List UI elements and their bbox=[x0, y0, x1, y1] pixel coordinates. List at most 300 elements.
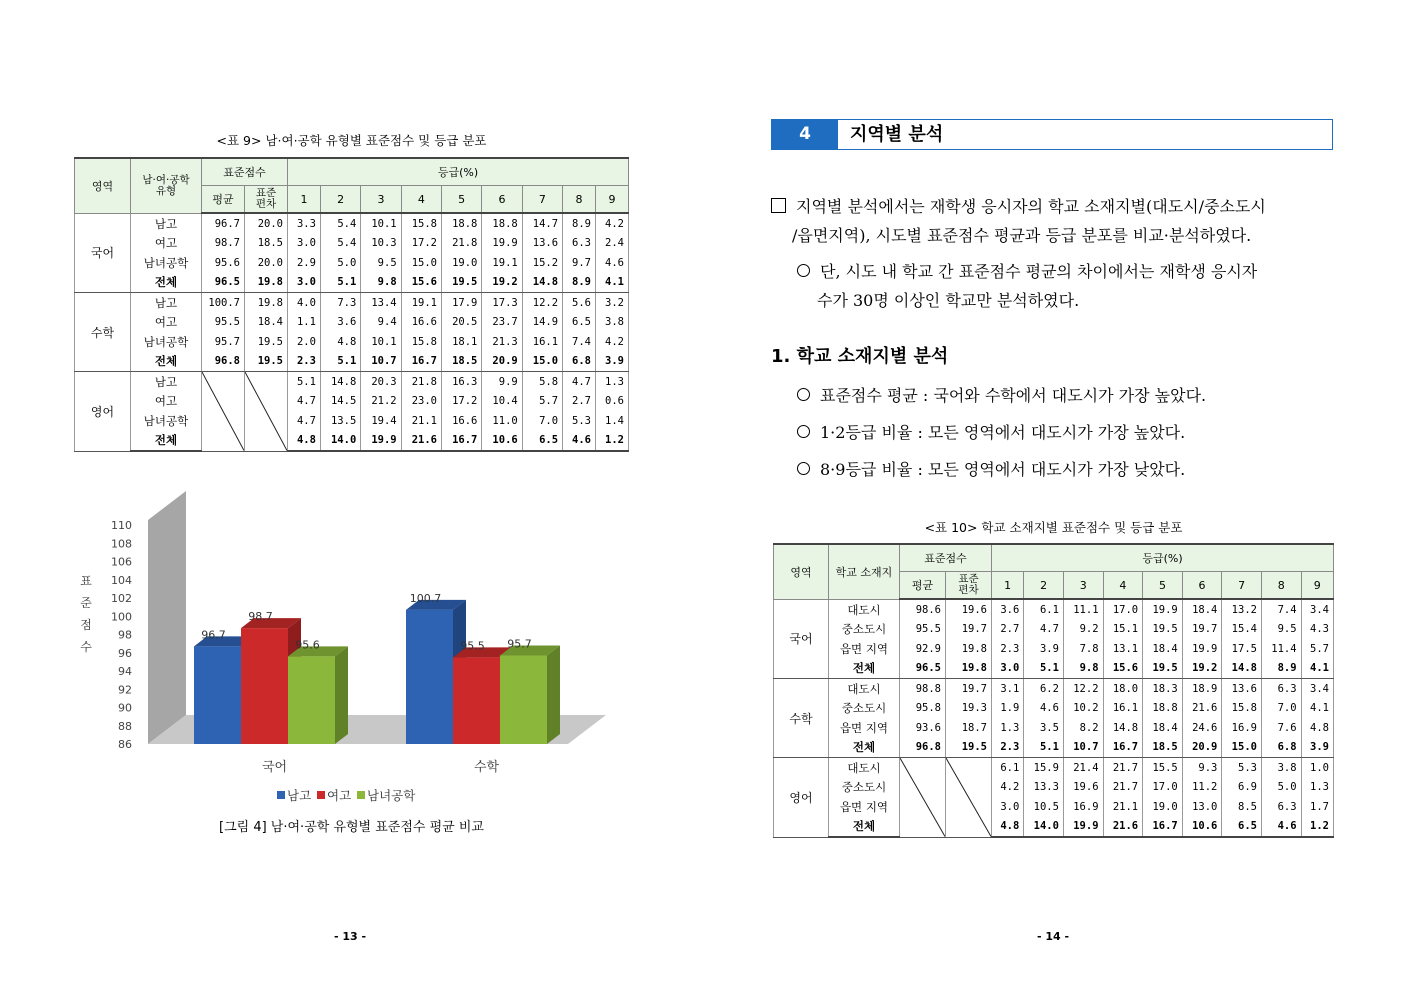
mean-cell: 100.7 bbox=[202, 293, 245, 313]
row-label: 전체 bbox=[829, 659, 900, 679]
y-tick-label: 86 bbox=[118, 738, 132, 751]
grade-cell: 15.1 bbox=[1103, 620, 1143, 640]
table9 bbox=[74, 157, 629, 452]
grade-cell: 16.9 bbox=[1063, 797, 1103, 817]
grade-cell: 19.2 bbox=[482, 273, 522, 293]
grade-cell: 9.5 bbox=[361, 253, 401, 273]
header-grade-2: 2 bbox=[1024, 572, 1064, 600]
y-tick-label: 96 bbox=[118, 646, 132, 660]
header-grade-2: 2 bbox=[320, 186, 360, 214]
grade-cell: 1.3 bbox=[596, 372, 629, 392]
grade-cell: 1.4 bbox=[596, 411, 629, 431]
grade-cell: 16.7 bbox=[401, 352, 441, 372]
grade-cell: 17.0 bbox=[1143, 778, 1183, 798]
table-row bbox=[774, 738, 1334, 758]
grade-cell: 8.9 bbox=[1261, 659, 1301, 679]
row-label: 남녀공학 bbox=[131, 253, 202, 273]
grade-cell: 9.2 bbox=[1063, 620, 1103, 640]
empty-diagonal-cell bbox=[245, 372, 288, 452]
grade-cell: 14.0 bbox=[320, 431, 360, 452]
grade-cell: 8.9 bbox=[563, 273, 596, 293]
grade-cell: 1.1 bbox=[288, 313, 321, 333]
grade-cell: 13.5 bbox=[320, 411, 360, 431]
header-mean: 평균 bbox=[900, 572, 946, 600]
table-row bbox=[774, 659, 1334, 679]
grade-cell: 3.0 bbox=[992, 797, 1024, 817]
grade-cell: 18.8 bbox=[442, 213, 482, 234]
header-mean: 평균 bbox=[202, 186, 245, 214]
area-cell: 수학 bbox=[774, 679, 829, 758]
grade-cell: 13.6 bbox=[1222, 679, 1262, 699]
grade-cell: 1.3 bbox=[992, 718, 1024, 738]
header-grade-9: 9 bbox=[1301, 572, 1333, 600]
legend-label: 여고 bbox=[327, 788, 352, 803]
grade-cell: 8.5 bbox=[1222, 797, 1262, 817]
grade-cell: 13.1 bbox=[1103, 639, 1143, 659]
x-tick-label: 수학 bbox=[473, 760, 500, 775]
mean-cell: 93.6 bbox=[900, 718, 946, 738]
row-label: 전체 bbox=[829, 817, 900, 838]
grade-cell: 15.2 bbox=[522, 253, 562, 273]
grade-cell: 14.8 bbox=[1222, 659, 1262, 679]
grade-cell: 15.5 bbox=[1143, 758, 1183, 778]
mean-cell: 95.7 bbox=[202, 332, 245, 352]
table-row bbox=[75, 411, 629, 431]
grade-cell: 5.1 bbox=[320, 352, 360, 372]
grade-cell: 6.5 bbox=[563, 313, 596, 333]
grade-cell: 5.4 bbox=[320, 234, 360, 254]
header-std-score: 표준점수 bbox=[900, 544, 992, 572]
legend-label: 남녀공학 bbox=[367, 788, 416, 803]
sd-cell: 19.3 bbox=[946, 699, 992, 719]
grade-cell: 3.9 bbox=[1301, 738, 1333, 758]
table-row bbox=[75, 332, 629, 352]
grade-cell: 16.3 bbox=[442, 372, 482, 392]
grade-cell: 1.0 bbox=[1301, 758, 1333, 778]
grade-cell: 1.7 bbox=[1301, 797, 1333, 817]
row-label: 남고 bbox=[131, 372, 202, 392]
grade-cell: 13.6 bbox=[522, 234, 562, 254]
header-grade-4: 4 bbox=[1103, 572, 1143, 600]
grade-cell: 4.2 bbox=[596, 213, 629, 234]
y-tick-label: 88 bbox=[118, 719, 132, 733]
row-label: 읍면 지역 bbox=[829, 639, 900, 659]
y-tick-label: 94 bbox=[118, 665, 132, 678]
grade-cell: 19.9 bbox=[1063, 817, 1103, 838]
grade-cell: 19.5 bbox=[1143, 620, 1183, 640]
grade-cell: 5.3 bbox=[1222, 758, 1262, 778]
header-grade-3: 3 bbox=[361, 186, 401, 214]
header-grade-7: 7 bbox=[1222, 572, 1262, 600]
grade-cell: 3.2 bbox=[596, 293, 629, 313]
grade-cell: 21.7 bbox=[1103, 778, 1143, 798]
header-grade: 등급(%) bbox=[288, 158, 629, 186]
page-number-left: - 13 - bbox=[333, 930, 367, 943]
row-label: 중소도시 bbox=[829, 620, 900, 640]
mean-cell: 96.5 bbox=[900, 659, 946, 679]
grade-cell: 6.2 bbox=[1024, 679, 1064, 699]
grade-cell: 5.1 bbox=[320, 273, 360, 293]
grade-cell: 9.3 bbox=[1182, 758, 1222, 778]
grade-cell: 6.5 bbox=[1222, 817, 1262, 838]
section-title: 지역별 분석 bbox=[850, 124, 944, 145]
grade-cell: 17.0 bbox=[1103, 599, 1143, 620]
grade-cell: 3.5 bbox=[1024, 718, 1064, 738]
y-tick-label: 110 bbox=[111, 519, 132, 532]
bar-side bbox=[547, 645, 560, 744]
data-label: 95.5 bbox=[460, 639, 485, 653]
grade-cell: 18.5 bbox=[1143, 738, 1183, 758]
table-row bbox=[75, 253, 629, 273]
grade-cell: 21.8 bbox=[442, 234, 482, 254]
grade-cell: 17.2 bbox=[442, 392, 482, 412]
mean-cell: 95.5 bbox=[202, 313, 245, 333]
grade-cell: 16.6 bbox=[442, 411, 482, 431]
grade-cell: 4.6 bbox=[563, 431, 596, 452]
header-grade: 등급(%) bbox=[992, 544, 1334, 572]
header-grade-5: 5 bbox=[442, 186, 482, 214]
header-area: 영역 bbox=[75, 158, 131, 213]
grade-cell: 18.8 bbox=[1143, 699, 1183, 719]
row-label: 대도시 bbox=[829, 679, 900, 699]
grade-cell: 4.7 bbox=[288, 411, 321, 431]
grade-cell: 1.9 bbox=[992, 699, 1024, 719]
sd-cell: 19.8 bbox=[946, 659, 992, 679]
grade-cell: 7.0 bbox=[1261, 699, 1301, 719]
grade-cell: 14.8 bbox=[320, 372, 360, 392]
grade-cell: 10.6 bbox=[482, 431, 522, 452]
grade-cell: 5.0 bbox=[1261, 778, 1301, 798]
header-grade-3: 3 bbox=[1063, 572, 1103, 600]
header-grade-8: 8 bbox=[1261, 572, 1301, 600]
grade-cell: 2.3 bbox=[288, 352, 321, 372]
y-axis-label-char: 점 bbox=[80, 618, 92, 632]
grade-cell: 16.6 bbox=[401, 313, 441, 333]
y-tick-label: 92 bbox=[118, 683, 132, 697]
grade-cell: 15.9 bbox=[1024, 758, 1064, 778]
sd-cell: 20.0 bbox=[245, 213, 288, 234]
table-row bbox=[75, 234, 629, 254]
grade-cell: 4.7 bbox=[1024, 620, 1064, 640]
table-row bbox=[774, 620, 1334, 640]
grade-cell: 19.9 bbox=[1182, 639, 1222, 659]
grade-cell: 18.3 bbox=[1143, 679, 1183, 699]
grade-cell: 19.5 bbox=[442, 273, 482, 293]
mean-cell: 98.8 bbox=[900, 679, 946, 699]
grade-cell: 5.3 bbox=[563, 411, 596, 431]
table-row bbox=[75, 372, 629, 392]
data-label: 96.7 bbox=[201, 628, 226, 642]
grade-cell: 10.5 bbox=[1024, 797, 1064, 817]
table-row bbox=[774, 639, 1334, 659]
grade-cell: 10.7 bbox=[361, 352, 401, 372]
mean-cell: 96.8 bbox=[202, 352, 245, 372]
table-row bbox=[75, 431, 629, 452]
grade-cell: 3.4 bbox=[1301, 599, 1333, 620]
grade-cell: 13.0 bbox=[1182, 797, 1222, 817]
grade-cell: 17.9 bbox=[442, 293, 482, 313]
grade-cell: 6.3 bbox=[1261, 797, 1301, 817]
grade-cell: 16.7 bbox=[1103, 738, 1143, 758]
y-axis-label-char: 수 bbox=[80, 640, 92, 654]
grade-cell: 15.8 bbox=[1222, 699, 1262, 719]
mean-cell: 96.8 bbox=[900, 738, 946, 758]
grade-cell: 2.0 bbox=[288, 332, 321, 352]
mean-cell: 96.7 bbox=[202, 213, 245, 234]
header-grade-4: 4 bbox=[401, 186, 441, 214]
grade-cell: 0.6 bbox=[596, 392, 629, 412]
sd-cell: 19.5 bbox=[245, 352, 288, 372]
header-grade-7: 7 bbox=[522, 186, 562, 214]
sd-cell: 19.5 bbox=[245, 332, 288, 352]
grade-cell: 19.5 bbox=[1143, 659, 1183, 679]
grade-cell: 19.4 bbox=[361, 411, 401, 431]
header-grade-8: 8 bbox=[563, 186, 596, 214]
y-tick-label: 106 bbox=[111, 555, 132, 569]
grade-cell: 4.7 bbox=[288, 392, 321, 412]
grade-cell: 3.1 bbox=[992, 679, 1024, 699]
grade-cell: 18.4 bbox=[1143, 718, 1183, 738]
grade-cell: 6.9 bbox=[1222, 778, 1262, 798]
area-cell: 수학 bbox=[75, 293, 131, 372]
grade-cell: 10.7 bbox=[1063, 738, 1103, 758]
sd-cell: 19.8 bbox=[245, 293, 288, 313]
grade-cell: 3.9 bbox=[596, 352, 629, 372]
grade-cell: 21.6 bbox=[401, 431, 441, 452]
grade-cell: 4.1 bbox=[1301, 699, 1333, 719]
grade-cell: 16.7 bbox=[1143, 817, 1183, 838]
grade-cell: 21.8 bbox=[401, 372, 441, 392]
mean-cell: 95.6 bbox=[202, 253, 245, 273]
grade-cell: 9.9 bbox=[482, 372, 522, 392]
bar-여고-국어 bbox=[241, 628, 288, 744]
bar-side bbox=[335, 646, 348, 744]
grade-cell: 5.0 bbox=[320, 253, 360, 273]
grade-cell: 2.4 bbox=[596, 234, 629, 254]
grade-cell: 14.8 bbox=[522, 273, 562, 293]
legend-swatch bbox=[357, 791, 365, 799]
area-cell: 국어 bbox=[75, 213, 131, 293]
grade-cell: 6.1 bbox=[992, 758, 1024, 778]
grade-cell: 11.4 bbox=[1261, 639, 1301, 659]
bullet-list bbox=[797, 381, 1357, 492]
grade-cell: 3.8 bbox=[1261, 758, 1301, 778]
grade-cell: 5.1 bbox=[288, 372, 321, 392]
grade-cell: 2.3 bbox=[992, 639, 1024, 659]
grade-cell: 21.1 bbox=[401, 411, 441, 431]
circle-bullet-icon bbox=[797, 264, 810, 277]
grade-cell: 1.3 bbox=[1301, 778, 1333, 798]
table-row bbox=[774, 817, 1334, 838]
circle-bullet-icon bbox=[797, 462, 810, 475]
grade-cell: 16.1 bbox=[1103, 699, 1143, 719]
sd-cell: 19.8 bbox=[946, 639, 992, 659]
bullet-item-1: 표준점수 평균 : 국어와 수학에서 대도시가 가장 높았다. bbox=[820, 386, 1207, 405]
grade-cell: 17.3 bbox=[482, 293, 522, 313]
grade-cell: 4.8 bbox=[288, 431, 321, 452]
grade-cell: 4.3 bbox=[1301, 620, 1333, 640]
bar-남녀공학-국어 bbox=[288, 656, 335, 744]
grade-cell: 21.4 bbox=[1063, 758, 1103, 778]
y-axis-label-char: 준 bbox=[80, 596, 92, 610]
grade-cell: 4.6 bbox=[1024, 699, 1064, 719]
grade-cell: 19.0 bbox=[442, 253, 482, 273]
grade-cell: 16.1 bbox=[522, 332, 562, 352]
sd-cell: 18.7 bbox=[946, 718, 992, 738]
grade-cell: 2.7 bbox=[992, 620, 1024, 640]
grade-cell: 8.9 bbox=[563, 213, 596, 234]
mean-cell: 95.5 bbox=[900, 620, 946, 640]
legend-swatch bbox=[277, 791, 285, 799]
row-label: 남고 bbox=[131, 213, 202, 234]
grade-cell: 19.0 bbox=[1143, 797, 1183, 817]
grade-cell: 3.0 bbox=[288, 273, 321, 293]
grade-cell: 18.8 bbox=[482, 213, 522, 234]
table-row bbox=[75, 392, 629, 412]
grade-cell: 3.8 bbox=[596, 313, 629, 333]
header-grade-9: 9 bbox=[596, 186, 629, 214]
grade-cell: 15.8 bbox=[401, 213, 441, 234]
grade-cell: 3.9 bbox=[1024, 639, 1064, 659]
grade-cell: 4.6 bbox=[596, 253, 629, 273]
header-grade-6: 6 bbox=[1182, 572, 1222, 600]
y-tick-label: 100 bbox=[111, 610, 132, 624]
grade-cell: 7.4 bbox=[563, 332, 596, 352]
table10 bbox=[773, 543, 1334, 838]
empty-diagonal-cell bbox=[202, 372, 245, 452]
grade-cell: 23.0 bbox=[401, 392, 441, 412]
empty-diagonal-cell bbox=[946, 758, 992, 838]
mean-cell: 98.7 bbox=[202, 234, 245, 254]
data-label: 98.7 bbox=[248, 610, 273, 624]
grade-cell: 4.2 bbox=[992, 778, 1024, 798]
bullet-item-3: 8·9등급 비율 : 모든 영역에서 대도시가 가장 낮았다. bbox=[820, 460, 1186, 479]
grade-cell: 6.1 bbox=[1024, 599, 1064, 620]
grade-cell: 4.2 bbox=[596, 332, 629, 352]
grade-cell: 18.0 bbox=[1103, 679, 1143, 699]
sd-cell: 18.5 bbox=[245, 234, 288, 254]
grade-cell: 5.6 bbox=[563, 293, 596, 313]
grade-cell: 19.6 bbox=[1063, 778, 1103, 798]
sd-cell: 19.8 bbox=[245, 273, 288, 293]
grade-cell: 20.9 bbox=[1182, 738, 1222, 758]
data-label: 95.6 bbox=[295, 638, 320, 652]
page-number-right: - 14 - bbox=[1036, 930, 1070, 943]
grade-cell: 9.7 bbox=[563, 253, 596, 273]
grade-cell: 12.2 bbox=[522, 293, 562, 313]
grade-cell: 17.5 bbox=[1222, 639, 1262, 659]
grade-cell: 19.2 bbox=[1182, 659, 1222, 679]
area-cell: 국어 bbox=[774, 599, 829, 679]
legend-label: 남고 bbox=[287, 788, 312, 803]
grade-cell: 3.4 bbox=[1301, 679, 1333, 699]
row-label: 여고 bbox=[131, 313, 202, 333]
grade-cell: 10.1 bbox=[361, 213, 401, 234]
table-row bbox=[774, 679, 1334, 699]
grade-cell: 3.6 bbox=[320, 313, 360, 333]
grade-cell: 4.8 bbox=[320, 332, 360, 352]
grade-cell: 18.9 bbox=[1182, 679, 1222, 699]
grade-cell: 18.4 bbox=[1143, 639, 1183, 659]
table-row bbox=[774, 758, 1334, 778]
table-row bbox=[75, 213, 629, 234]
bar-chart bbox=[74, 488, 629, 813]
grade-cell: 14.9 bbox=[522, 313, 562, 333]
grade-cell: 4.6 bbox=[1261, 817, 1301, 838]
grade-cell: 3.0 bbox=[992, 659, 1024, 679]
table-row bbox=[75, 352, 629, 372]
grade-cell: 10.1 bbox=[361, 332, 401, 352]
data-label: 100.7 bbox=[409, 591, 442, 605]
grade-cell: 2.9 bbox=[288, 253, 321, 273]
grade-cell: 11.0 bbox=[482, 411, 522, 431]
grade-cell: 10.3 bbox=[361, 234, 401, 254]
row-label: 대도시 bbox=[829, 758, 900, 778]
grade-cell: 21.2 bbox=[361, 392, 401, 412]
grade-cell: 3.6 bbox=[992, 599, 1024, 620]
grade-cell: 6.8 bbox=[563, 352, 596, 372]
subsection-title: 1. 학교 소재지별 분석 bbox=[771, 346, 949, 367]
grade-cell: 21.6 bbox=[1182, 699, 1222, 719]
grade-cell: 5.1 bbox=[1024, 738, 1064, 758]
row-label: 읍면 지역 bbox=[829, 718, 900, 738]
table10-caption: <표 10> 학교 소재지별 표준점수 및 등급 분포 bbox=[924, 520, 1183, 535]
bar-남고-국어 bbox=[194, 646, 241, 744]
header-type: 남·여·공학 유형 bbox=[131, 158, 202, 213]
row-label: 남고 bbox=[131, 293, 202, 313]
circle-bullet-icon bbox=[797, 425, 810, 438]
section-number: 4 bbox=[772, 120, 838, 149]
header-grade-6: 6 bbox=[482, 186, 522, 214]
grade-cell: 19.9 bbox=[1143, 599, 1183, 620]
table-row bbox=[774, 797, 1334, 817]
grade-cell: 21.3 bbox=[482, 332, 522, 352]
y-tick-label: 98 bbox=[118, 628, 132, 642]
grade-cell: 19.1 bbox=[482, 253, 522, 273]
row-label: 전체 bbox=[131, 273, 202, 293]
grade-cell: 15.0 bbox=[1222, 738, 1262, 758]
grade-cell: 9.5 bbox=[1261, 620, 1301, 640]
grade-cell: 9.8 bbox=[1063, 659, 1103, 679]
grade-cell: 19.9 bbox=[361, 431, 401, 452]
row-label: 남녀공학 bbox=[131, 332, 202, 352]
paragraph-1: 지역별 분석에서는 재학생 응시자의 학교 소재지별(대도시/중소도시 /읍면지역), 시도별 표준점수 평균과 등급 분포를 비교·분석하였다. bbox=[771, 192, 1361, 250]
grade-cell: 12.2 bbox=[1063, 679, 1103, 699]
grade-cell: 6.5 bbox=[522, 431, 562, 452]
y-axis-label-char: 표 bbox=[80, 574, 92, 588]
grade-cell: 6.3 bbox=[563, 234, 596, 254]
row-label: 여고 bbox=[131, 392, 202, 412]
mean-cell: 92.9 bbox=[900, 639, 946, 659]
grade-cell: 19.9 bbox=[482, 234, 522, 254]
grade-cell: 21.6 bbox=[1103, 817, 1143, 838]
bar-남녀공학-수학 bbox=[500, 655, 547, 744]
grade-cell: 10.4 bbox=[482, 392, 522, 412]
grade-cell: 19.1 bbox=[401, 293, 441, 313]
table-row bbox=[75, 293, 629, 313]
grade-cell: 20.3 bbox=[361, 372, 401, 392]
grade-cell: 10.2 bbox=[1063, 699, 1103, 719]
table-row bbox=[774, 778, 1334, 798]
grade-cell: 15.4 bbox=[1222, 620, 1262, 640]
bar-여고-수학 bbox=[453, 657, 500, 744]
empty-diagonal-cell bbox=[900, 758, 946, 838]
row-label: 대도시 bbox=[829, 599, 900, 620]
grade-cell: 17.2 bbox=[401, 234, 441, 254]
bullet-item-2: 1·2등급 비율 : 모든 영역에서 대도시가 가장 높았다. bbox=[820, 423, 1186, 442]
section-header bbox=[771, 119, 1333, 150]
grade-cell: 23.7 bbox=[482, 313, 522, 333]
